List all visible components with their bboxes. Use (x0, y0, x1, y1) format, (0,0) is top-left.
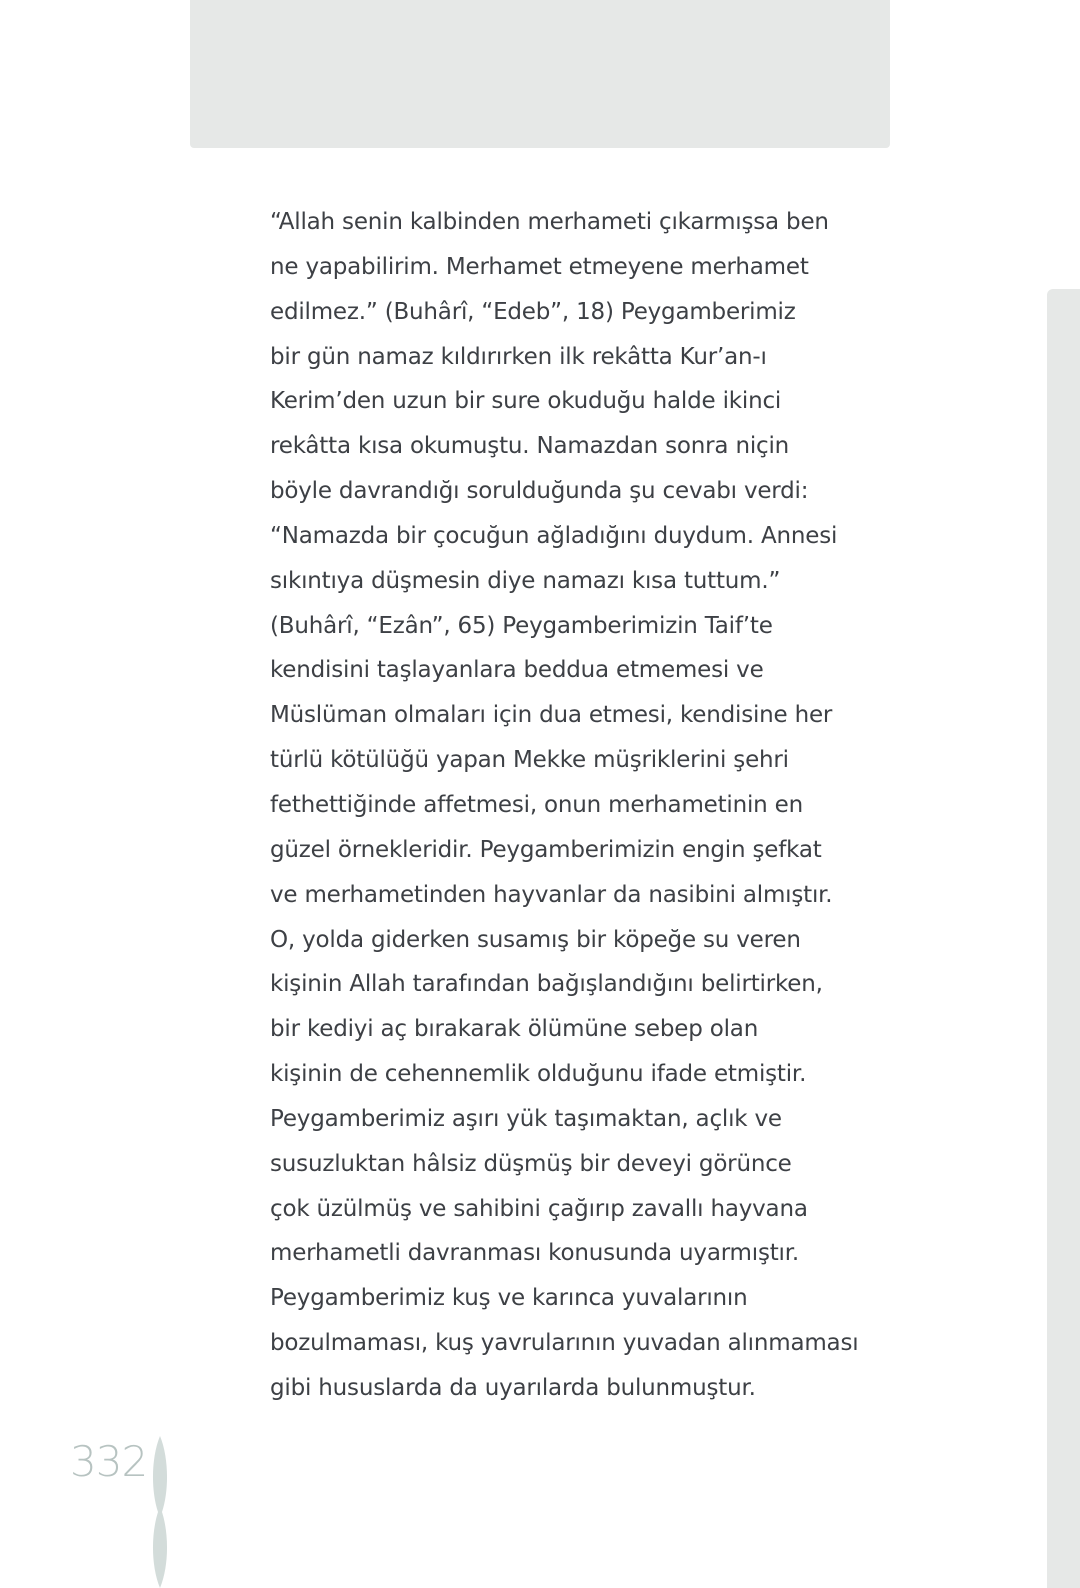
text-line: “Allah senin kalbinden merhameti çıkarmışsa ben (270, 209, 829, 235)
text-line: kişinin de cehennemlik olduğunu ifade etmiştir. (270, 1061, 807, 1088)
text-line: böyle davrandığı sorulduğunda şu cevabı verdi: (270, 478, 809, 505)
text-line: rekâtta kısa okumuştu. Namazdan sonra niçin (270, 433, 790, 460)
page-number: 332 (70, 1437, 148, 1486)
text-line: Müslüman olmaları için dua etmesi, kendisine her (270, 702, 833, 729)
header-band (190, 0, 890, 148)
text-line: Peygamberimiz aşırı yük taşımaktan, açlık ve (270, 1105, 782, 1132)
text-line: (Buhârî, “Ezân”, 65) Peygamberimizin Taif’te (270, 612, 773, 639)
text-line: “Namazda bir çocuğun ağladığını duydum. Annesi (270, 522, 838, 549)
text-line: kişinin Allah tarafından bağışlandığını belirtirken, (270, 971, 823, 998)
text-line: O, yolda giderken susamış bir köpeğe su veren (270, 926, 801, 953)
text-line: bozulmaması, kuş yavrularının yuvadan alınmaması (270, 1330, 859, 1357)
side-margin-band (1047, 289, 1080, 1588)
body-text (270, 200, 859, 1411)
text-line: fethettiğinde affetmesi, onun merhametinin en (270, 791, 803, 818)
text-line: ve merhametinden hayvanlar da nasibini almıştır. (270, 881, 833, 908)
text-line: merhametli davranması konusunda uyarmıştır. (270, 1240, 800, 1267)
text-line: Kerim’den uzun bir sure okuduğu halde ikinci (270, 388, 782, 415)
text-line: çok üzülmüş ve sahibini çağırıp zavallı hayvana (270, 1195, 808, 1222)
text-line: gibi hususlarda da uyarılarda bulunmuştur. (270, 1374, 756, 1401)
text-line: türlü kötülüğü yapan Mekke müşriklerini şehri (270, 747, 789, 774)
text-line: susuzluktan hâlsiz düşmüş bir deveyi görünce (270, 1150, 792, 1177)
text-line: güzel örnekleridir. Peygamberimizin engin şefkat (270, 836, 822, 863)
text-line: sıkıntıya düşmesin diye namazı kısa tuttum.” (270, 567, 781, 594)
text-line: bir gün namaz kıldırırken ilk rekâtta Kur’an-ı (270, 343, 767, 370)
text-line: bir kediyi aç bırakarak ölümüne sebep olan (270, 1016, 759, 1043)
text-line: kendisini taşlayanlara beddua etmemesi ve (270, 657, 764, 684)
text-line: Peygamberimiz kuş ve karınca yuvalarının (270, 1285, 748, 1312)
text-line: ne yapabilirim. Merhamet etmeyene merhamet (270, 253, 809, 280)
text-line: edilmez.” (Buhârî, “Edeb”, 18) Peygamberimiz (270, 298, 796, 325)
page-ornament-icon (148, 1436, 172, 1588)
